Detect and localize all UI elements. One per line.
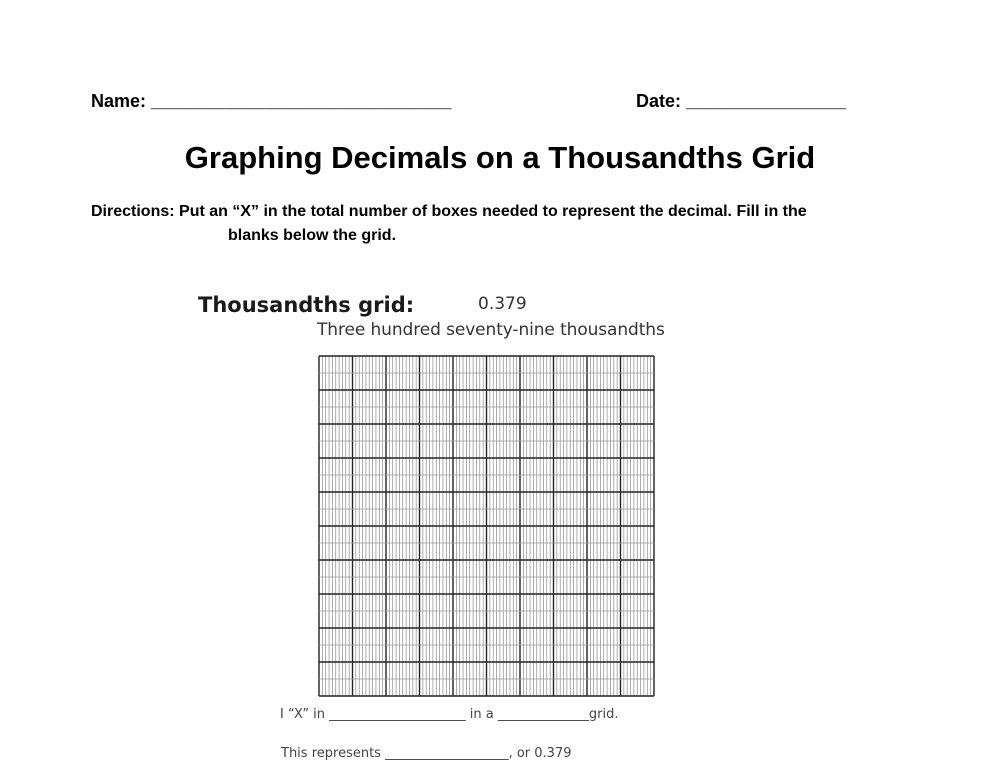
page-title: Graphing Decimals on a Thousandths Grid (184, 140, 816, 175)
directions-line-2: blanks below the grid. (228, 227, 397, 244)
grid-decimal-value: 0.379 (478, 294, 527, 314)
name-field: Name: ______________________________ (91, 91, 452, 111)
directions-line-1: Directions: Put an “X” in the total number of boxes needed to represent the decimal. Fill in the (91, 203, 807, 220)
grid-decimal-words: Three hundred seventy-nine thousandths (317, 320, 665, 340)
date-field: Date: ________________ (636, 91, 847, 111)
fill-in-line-2: This represents ___________________, or 0.379 (281, 746, 572, 761)
thousandths-grid[interactable] (318, 355, 655, 697)
grid-heading: Thousandths grid: (198, 293, 415, 317)
fill-in-line-1: I “X” in _____________________ in a ______________grid. (280, 707, 619, 722)
